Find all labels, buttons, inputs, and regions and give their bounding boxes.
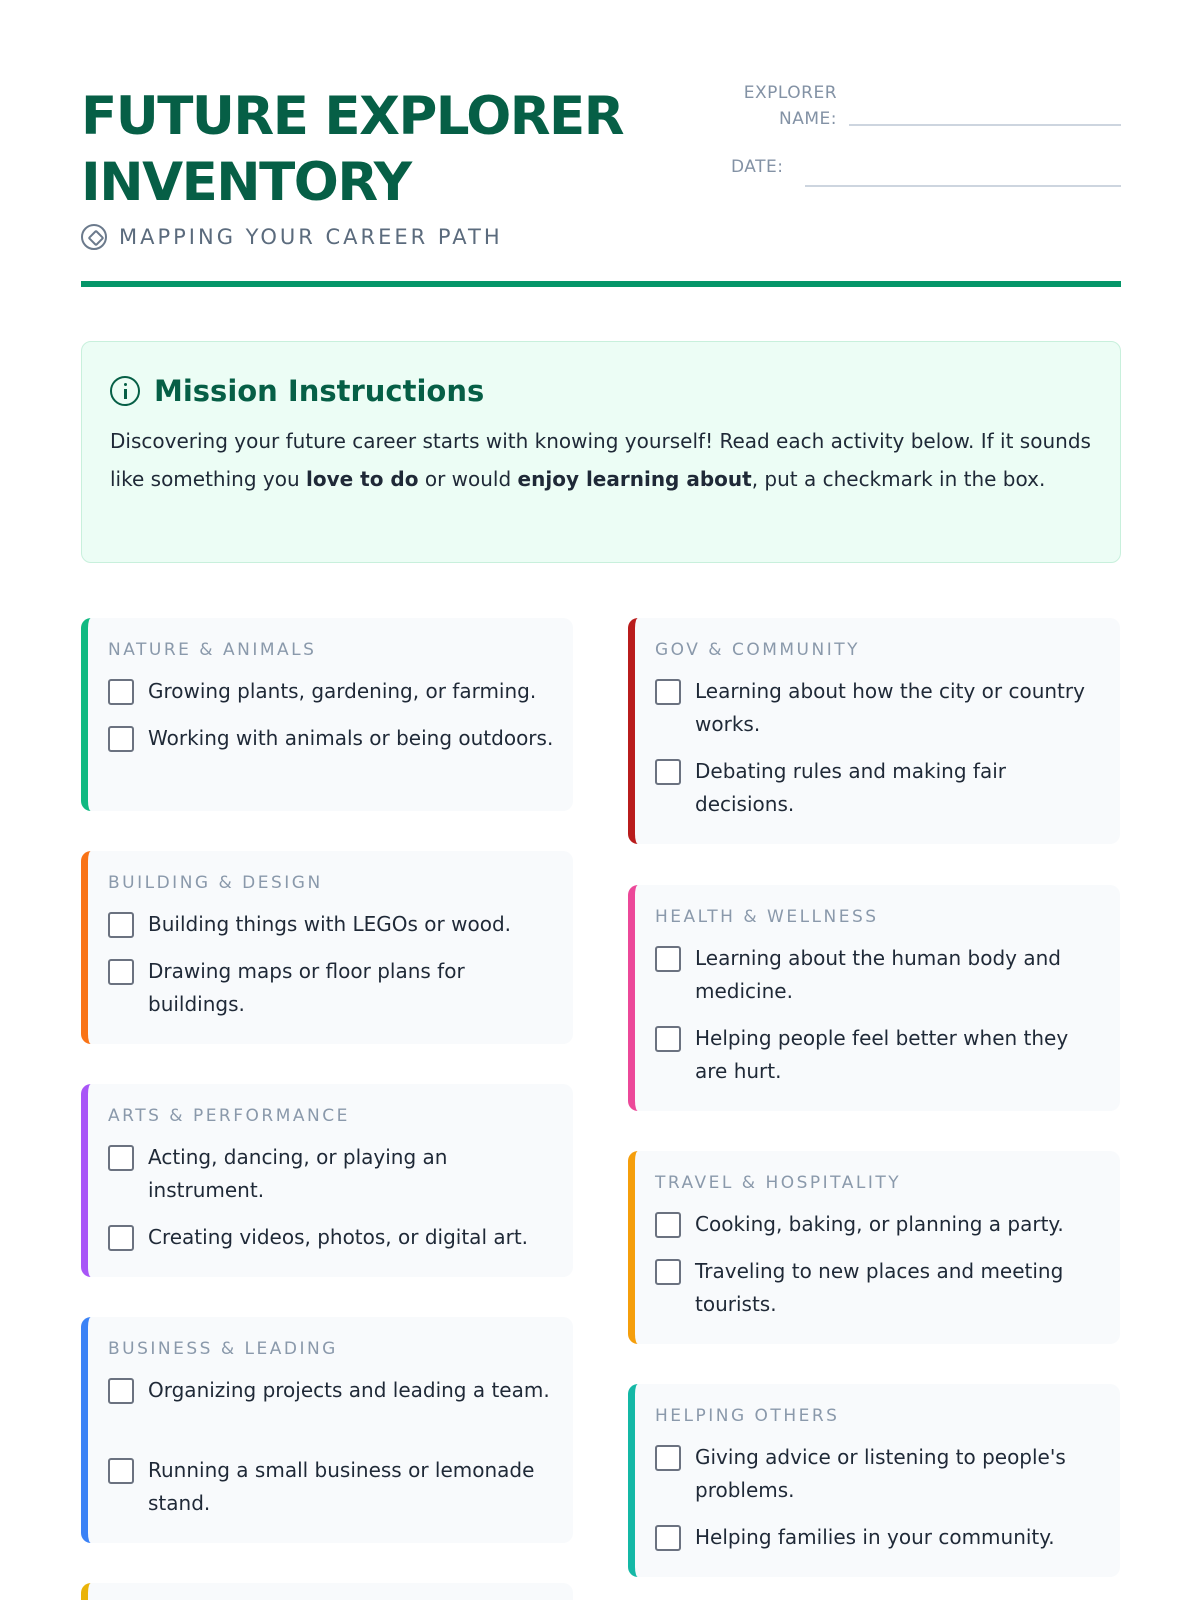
list-item[interactable] bbox=[655, 675, 1105, 741]
list-item[interactable] bbox=[655, 1208, 1105, 1241]
checkbox[interactable] bbox=[108, 959, 134, 985]
subtitle-text: MAPPING YOUR CAREER PATH bbox=[119, 225, 503, 249]
card-business-leading bbox=[81, 1317, 573, 1543]
card-health-wellness bbox=[628, 885, 1120, 1111]
list-item[interactable] bbox=[108, 1141, 558, 1207]
item-label: Growing plants, gardening, or farming. bbox=[148, 679, 537, 703]
item-label: Learning about the human body and medicine. bbox=[695, 946, 1061, 1003]
card-title: ARTS & PERFORMANCE bbox=[108, 1106, 350, 1126]
card-arts-performance bbox=[81, 1084, 573, 1277]
list-item[interactable] bbox=[108, 1374, 558, 1407]
header-divider bbox=[81, 281, 1121, 287]
item-label: Traveling to new places and meeting tourists. bbox=[695, 1259, 1064, 1316]
name-label-line-2: NAME: bbox=[779, 109, 837, 129]
checkbox[interactable] bbox=[655, 946, 681, 972]
info-icon bbox=[110, 376, 140, 406]
date-field[interactable] bbox=[805, 185, 1121, 187]
item-label: Creating videos, photos, or digital art. bbox=[148, 1225, 529, 1249]
checkbox[interactable] bbox=[108, 679, 134, 705]
list-item[interactable] bbox=[655, 755, 1105, 821]
checkbox[interactable] bbox=[108, 912, 134, 938]
page-title bbox=[81, 84, 721, 216]
checkbox[interactable] bbox=[655, 1259, 681, 1285]
item-label: Helping people feel better when they are hurt. bbox=[695, 1026, 1069, 1083]
card-title: HELPING OTHERS bbox=[655, 1406, 840, 1426]
card-title: TRAVEL & HOSPITALITY bbox=[655, 1173, 902, 1193]
item-label: Debating rules and making fair decisions. bbox=[695, 759, 1006, 816]
list-item[interactable] bbox=[655, 1521, 1105, 1554]
item-label: Acting, dancing, or playing an instrument. bbox=[148, 1145, 448, 1202]
checkbox[interactable] bbox=[108, 1145, 134, 1171]
explorer-name-label bbox=[731, 80, 837, 132]
list-item[interactable] bbox=[108, 722, 558, 755]
card-title: BUILDING & DESIGN bbox=[108, 873, 323, 893]
checkbox[interactable] bbox=[655, 679, 681, 705]
item-label: Drawing maps or floor plans for buildings. bbox=[148, 959, 465, 1016]
date-label: DATE: bbox=[731, 157, 784, 177]
list-item[interactable] bbox=[655, 1441, 1105, 1507]
title-line-2: INVENTORY bbox=[81, 152, 411, 213]
compass-icon bbox=[81, 224, 107, 250]
explorer-name-field[interactable] bbox=[849, 124, 1121, 126]
card-title: GOV & COMMUNITY bbox=[655, 640, 860, 660]
instructions-bold-1: love to do bbox=[306, 467, 419, 491]
item-label: Building things with LEGOs or wood. bbox=[148, 912, 511, 936]
item-label: Giving advice or listening to people's problems. bbox=[695, 1445, 1066, 1502]
instructions-text-part-2: or would bbox=[418, 467, 518, 491]
card-helping-others bbox=[628, 1384, 1120, 1577]
instructions-title: Mission Instructions bbox=[154, 374, 485, 408]
checkbox[interactable] bbox=[108, 1225, 134, 1251]
list-item[interactable] bbox=[108, 908, 558, 941]
card-building-design bbox=[81, 851, 573, 1044]
list-item[interactable] bbox=[108, 1454, 558, 1520]
instructions-text-part-3: , put a checkmark in the box. bbox=[751, 467, 1046, 491]
item-label: Organizing projects and leading a team. bbox=[148, 1378, 550, 1402]
list-item[interactable] bbox=[108, 955, 558, 1021]
instructions-text bbox=[110, 422, 1095, 498]
item-label: Working with animals or being outdoors. bbox=[148, 726, 554, 750]
checkbox[interactable] bbox=[655, 1445, 681, 1471]
checkbox[interactable] bbox=[108, 1458, 134, 1484]
card-title: BUSINESS & LEADING bbox=[108, 1339, 338, 1359]
instructions-box bbox=[81, 341, 1121, 563]
list-item[interactable] bbox=[108, 1221, 558, 1254]
page-header bbox=[81, 84, 1121, 290]
card-gov-community bbox=[628, 618, 1120, 844]
title-line-1: FUTURE EXPLORER bbox=[81, 86, 624, 147]
list-item[interactable] bbox=[108, 675, 558, 708]
card-nature-animals bbox=[81, 618, 573, 811]
item-label: Helping families in your community. bbox=[695, 1525, 1055, 1549]
page-subtitle bbox=[81, 224, 503, 250]
checkbox[interactable] bbox=[108, 726, 134, 752]
checkbox[interactable] bbox=[108, 1378, 134, 1404]
list-item[interactable] bbox=[655, 1255, 1105, 1321]
list-item[interactable] bbox=[655, 1022, 1105, 1088]
card-title: HEALTH & WELLNESS bbox=[655, 907, 879, 927]
checkbox[interactable] bbox=[655, 1026, 681, 1052]
item-label: Running a small business or lemonade stand. bbox=[148, 1458, 535, 1515]
card-partial bbox=[81, 1583, 573, 1600]
card-travel-hospitality bbox=[628, 1151, 1120, 1344]
list-item[interactable] bbox=[655, 942, 1105, 1008]
checkbox[interactable] bbox=[655, 759, 681, 785]
item-label: Learning about how the city or country works. bbox=[695, 679, 1085, 736]
item-label: Cooking, baking, or planning a party. bbox=[695, 1212, 1064, 1236]
name-label-line-1: EXPLORER bbox=[743, 83, 837, 103]
checkbox[interactable] bbox=[655, 1212, 681, 1238]
instructions-bold-2: enjoy learning about bbox=[517, 467, 752, 491]
instructions-text-part-1: Discovering your future career starts with knowing yourself! Read each activity below. If it sounds like something you bbox=[110, 429, 1091, 491]
card-title: NATURE & ANIMALS bbox=[108, 640, 317, 660]
instructions-heading bbox=[110, 374, 484, 408]
checkbox[interactable] bbox=[655, 1525, 681, 1551]
